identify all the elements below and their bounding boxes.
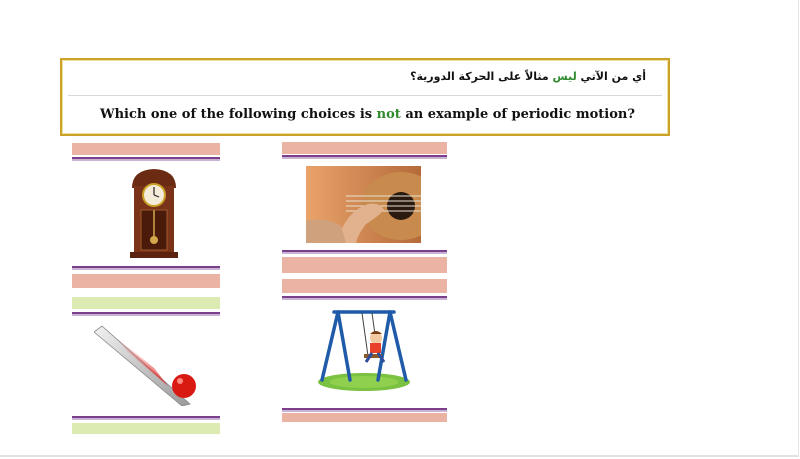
choice-3-answer-bar[interactable] (72, 423, 220, 434)
rolling-ball-on-ramp-icon[interactable] (94, 322, 202, 406)
question-arabic (410, 70, 646, 83)
question-english-negation: not (376, 107, 401, 122)
question-english (100, 107, 635, 122)
choice-1-label-bar (72, 297, 220, 309)
choice-2-bottom-line (282, 296, 447, 298)
choice-4-answer-bar[interactable] (282, 413, 447, 422)
question-english-text-2: an example of periodic motion? (400, 107, 635, 122)
choice-2-mid-line (282, 250, 447, 252)
choice-1-top-bar (72, 143, 220, 155)
choice-1-answer-bar[interactable] (72, 274, 220, 288)
question-arabic-text-1: أي من الآتي (576, 70, 646, 83)
question-arabic-text-2: مثالاً على الحركة الدورية؟ (410, 70, 553, 83)
choice-1-bottom-line (72, 312, 220, 314)
choice-2-answer-bar[interactable] (282, 257, 447, 273)
choice-4-top-line (282, 408, 447, 410)
question-box (60, 58, 670, 136)
question-divider (68, 95, 662, 96)
choice-2-top-line (282, 155, 447, 157)
choice-2-top-bar (282, 142, 447, 154)
choice-1-top-line (72, 157, 220, 159)
child-on-swing-icon[interactable] (314, 308, 414, 392)
guitar-strumming-icon[interactable] (306, 166, 421, 243)
choice-3-top-line (72, 416, 220, 418)
choice-2-label-bar (282, 279, 447, 293)
choice-1-mid-line (72, 266, 220, 268)
question-arabic-negation: ليس (552, 70, 577, 83)
question-english-text-1: Which one of the following choices is (100, 107, 377, 122)
pendulum-clock-icon[interactable] (128, 166, 180, 260)
